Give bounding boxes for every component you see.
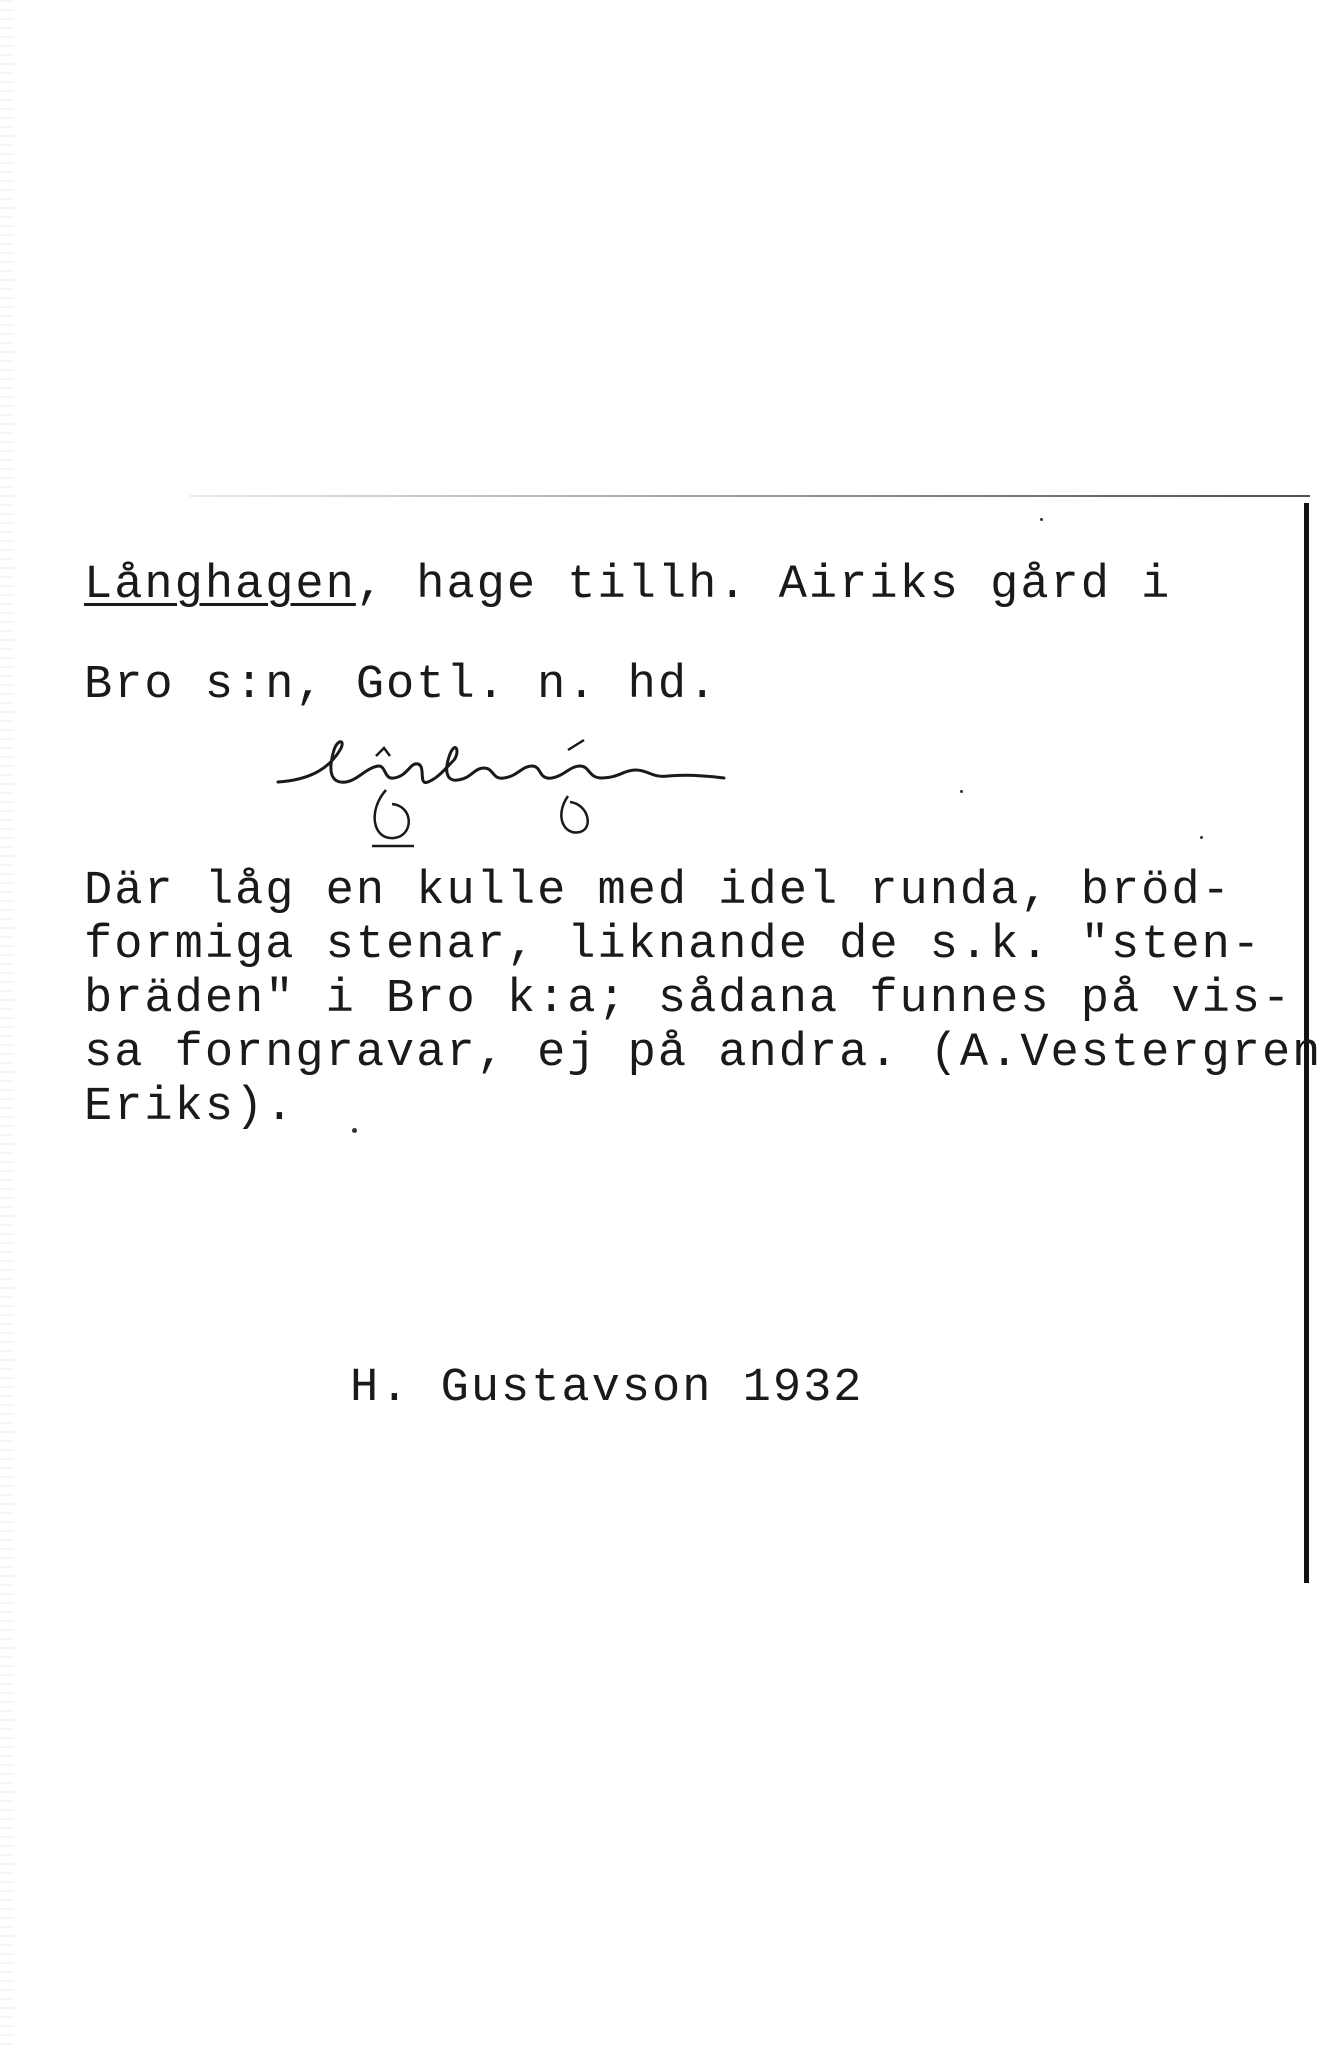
handwritten-name bbox=[268, 720, 728, 860]
body-line-4: sa forngravar, ej på andra. (A.Vestergren bbox=[84, 1027, 1323, 1080]
body-line-1: Där låg en kulle med idel runda, bröd- bbox=[84, 865, 1232, 918]
body-line-2: formiga stenar, liknande de s.k. "sten- bbox=[84, 919, 1262, 972]
signature: H. Gustavson 1932 bbox=[350, 1362, 864, 1415]
body-line-3: bräden" i Bro k:a; sådana funnes på vis- bbox=[84, 973, 1293, 1026]
heading-description: , hage tillh. Airiks gård i bbox=[355, 559, 1172, 612]
card-heading bbox=[84, 559, 1172, 612]
body-line-5: Eriks). bbox=[84, 1081, 296, 1134]
parish-line: Bro s:n, Gotl. n. hd. bbox=[84, 659, 719, 712]
card-top-border bbox=[190, 495, 1310, 497]
place-name: Långhagen bbox=[84, 559, 356, 612]
